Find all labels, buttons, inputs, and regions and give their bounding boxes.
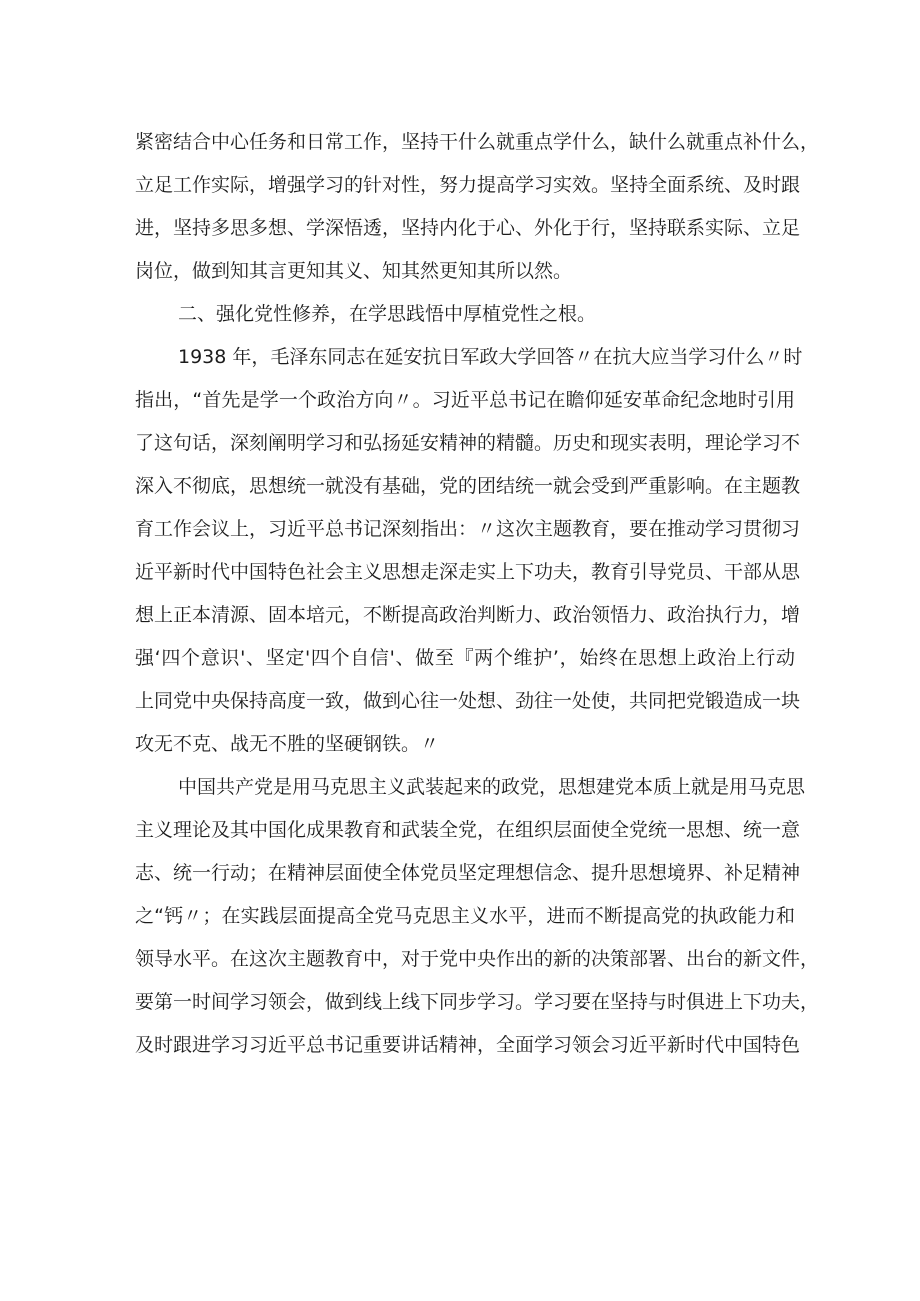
- text-line: 指出，“首先是学一个政治方向〃。习近平总书记在瞻仰延安革命纪念地时引用: [135, 389, 795, 411]
- text-line: 紧密结合中心任务和日常工作，坚持干什么就重点学什么，缺什么就重点补什么，: [135, 131, 820, 153]
- text-line: 了这句话，深刻阐明学习和弘扬延安精神的精髓。历史和现实表明，理论学习不: [135, 432, 801, 454]
- text-line: 领导水平。在这次主题教育中，对于党中央作出的新的决策部署、出台的新文件，: [135, 948, 820, 970]
- text-line: 育工作会议上，习近平总书记深刻指出：〃这次主题教育，要在推动学习贯彻习: [135, 518, 801, 540]
- text-line: 中国共产党是用马克思主义武装起来的政党，思想建党本质上就是用马克思: [178, 776, 806, 798]
- text-line: 要第一时间学习领会，做到线上线下同步学习。学习要在坚持与时俱进上下功夫，: [135, 991, 820, 1013]
- text-line: 强‘四个意识'、坚定'四个自信'、做至『两个维护’，始终在思想上政治上行动: [135, 647, 795, 669]
- text-line: 想上正本清源、固本培元，不断提高政治判断力、政治领悟力、政治执行力，增: [135, 604, 801, 626]
- heading-line: 二、强化党性修养，在学思践悟中厚植党性之根。: [178, 303, 597, 325]
- text-line: 及时跟进学习习近平总书记重要讲话精神，全面学习领会习近平新时代中国特色: [135, 1034, 801, 1056]
- text-line: 志、统一行动；在精神层面使全体党员坚定理想信念、提升思想境界、补足精神: [135, 862, 801, 884]
- text-line: 近平新时代中国特色社会主义思想走深走实上下功夫，教育引导党员、干部从思: [135, 561, 801, 583]
- text-line: 1938 年，毛泽东同志在延安抗日军政大学回答〃在抗大应当学习什么〃时: [178, 346, 803, 368]
- text-line: 立足工作实际，增强学习的针对性，努力提高学习实效。坚持全面系统、及时跟: [135, 174, 801, 196]
- text-line: 深入不彻底，思想统一就没有基础，党的团结统一就会受到严重影响。在主题教: [135, 475, 801, 497]
- text-line: 攻无不克、战无不胜的坚硬钢铁。〃: [135, 733, 440, 755]
- text-line: 上同党中央保持高度一致，做到心往一处想、劲往一处使，共同把党锻造成一块: [135, 690, 801, 712]
- text-line: 之“钙〃；在实践层面提高全党马克思主义水平，进而不断提高党的执政能力和: [135, 905, 795, 927]
- text-line: 主义理论及其中国化成果教育和武装全党，在组织层面使全党统一思想、统一意: [135, 819, 801, 841]
- text-line: 岗位，做到知其言更知其义、知其然更知其所以然。: [135, 260, 573, 282]
- text-line: 进，坚持多思多想、学深悟透，坚持内化于心、外化于行，坚持联系实际、立足: [135, 217, 801, 239]
